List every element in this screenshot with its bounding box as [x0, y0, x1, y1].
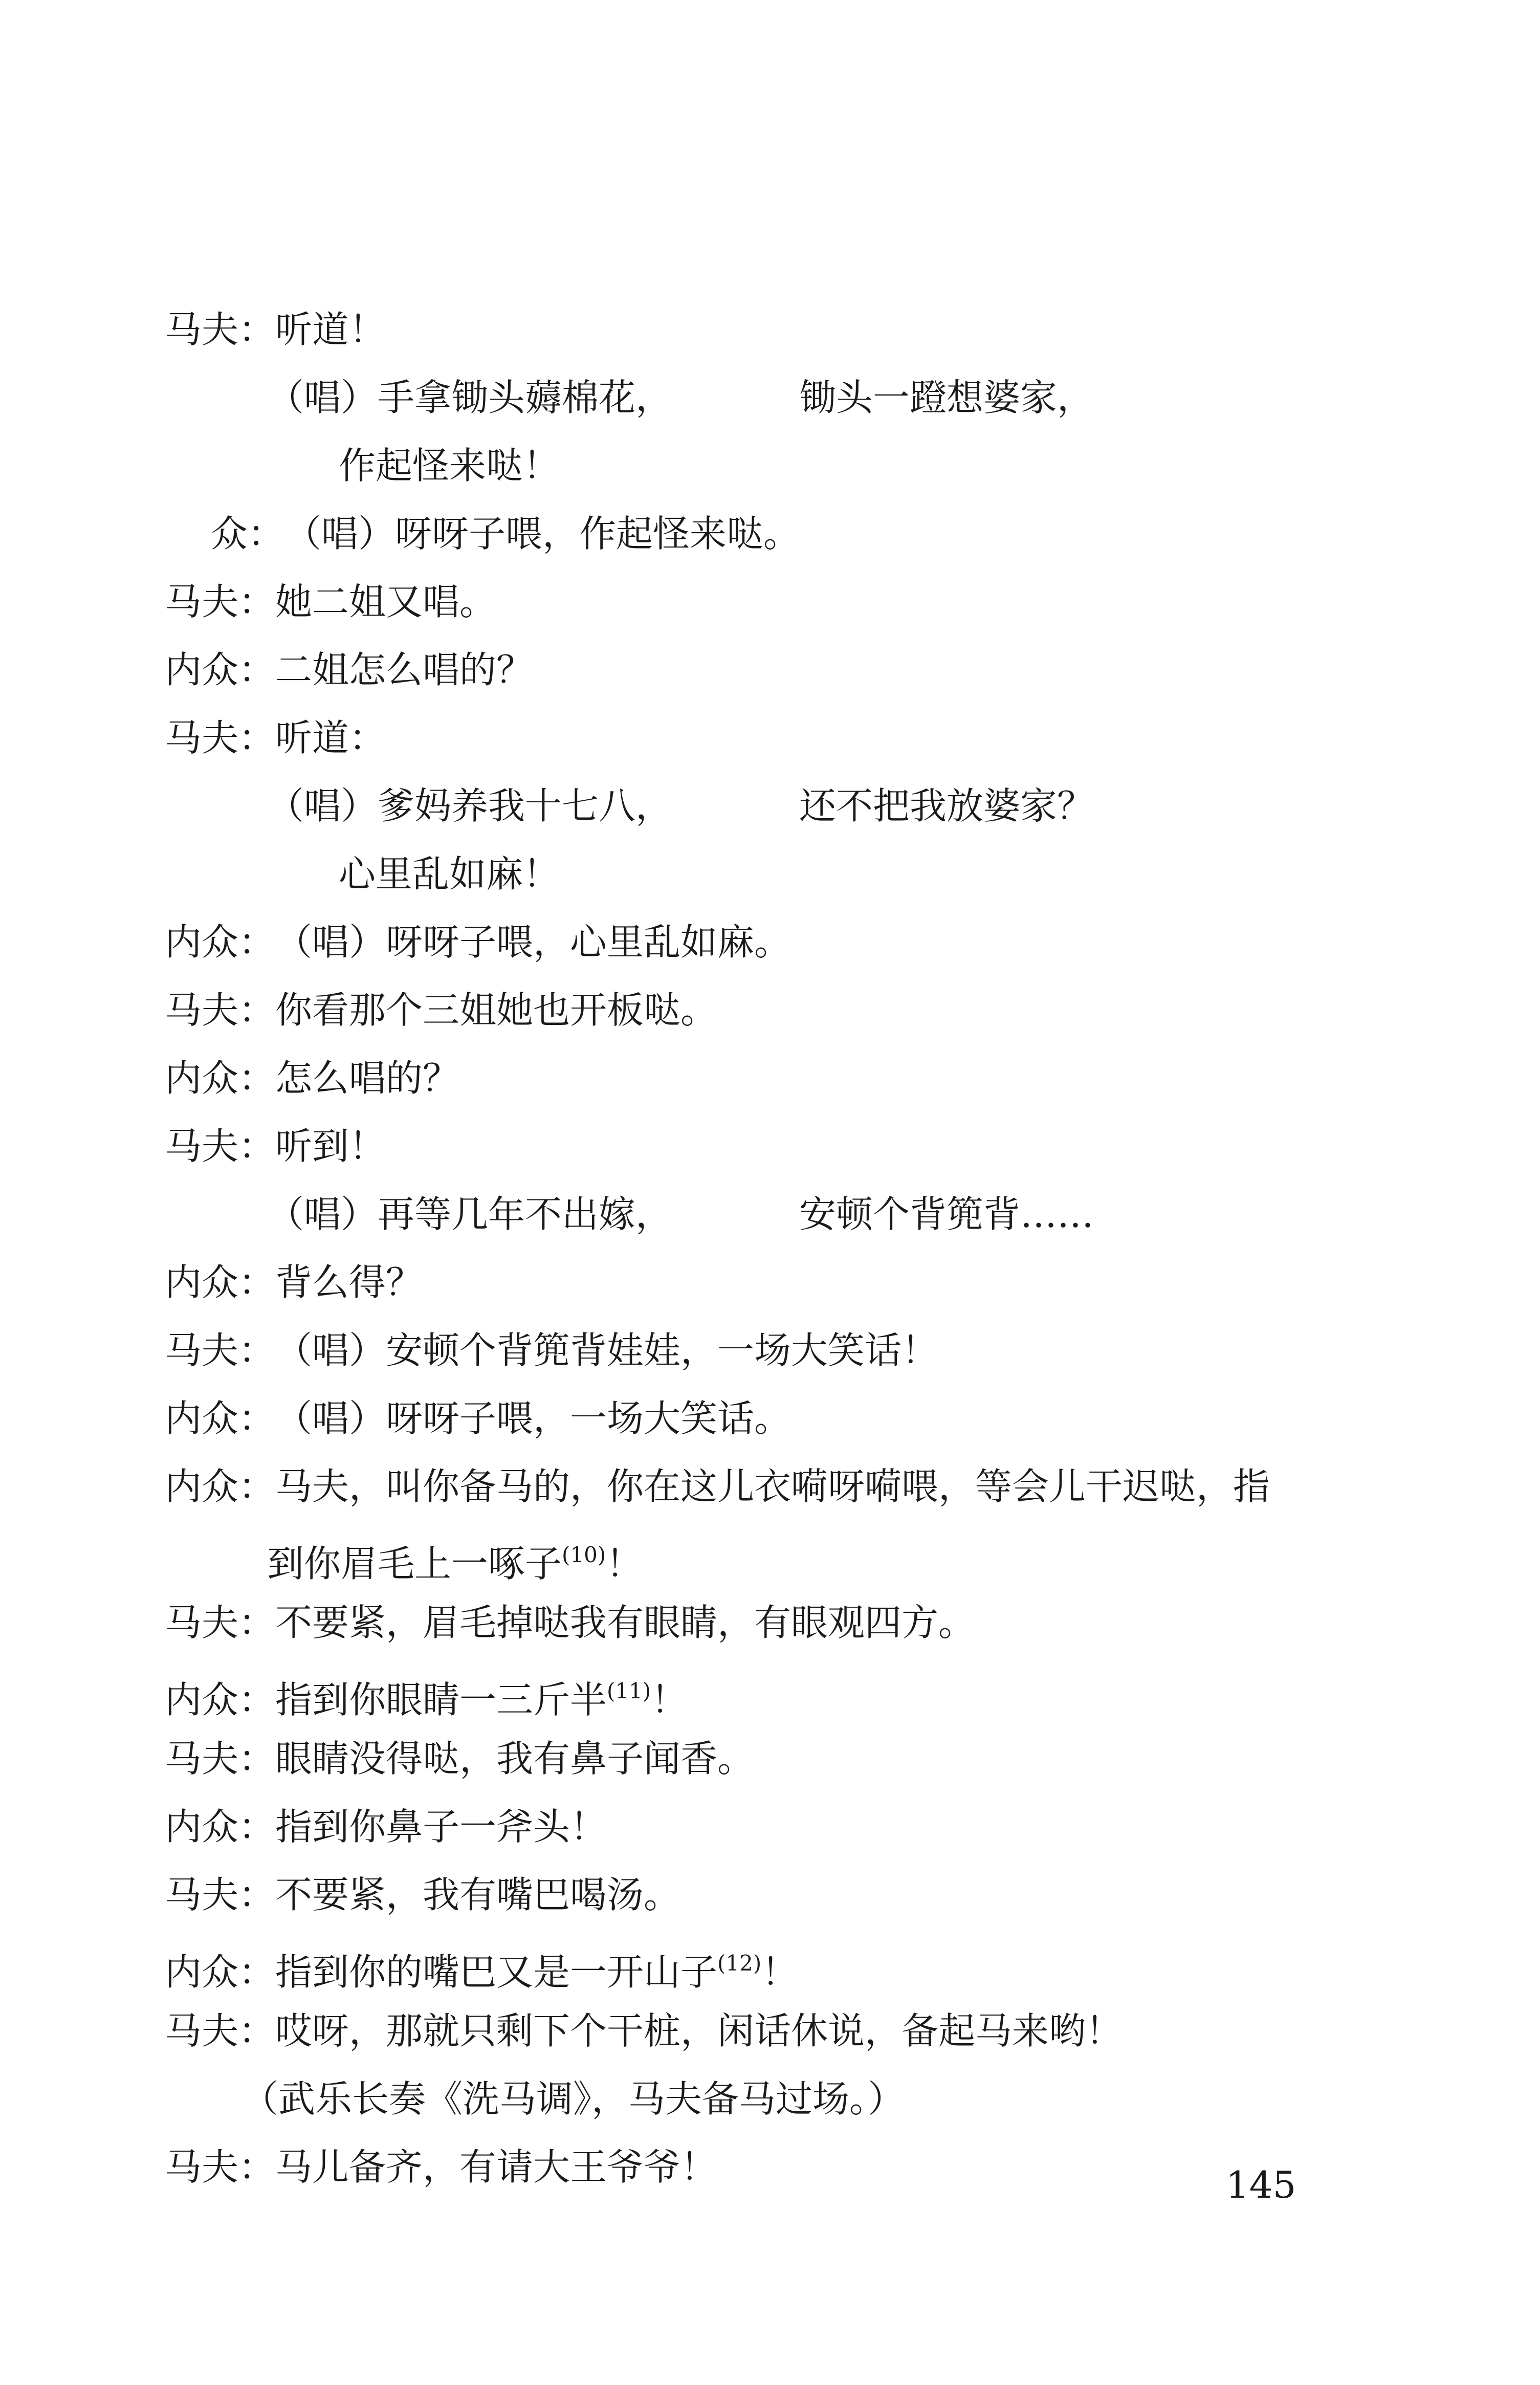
- sung-couplet: [165, 772, 1393, 840]
- footnote-marker: (11): [607, 1678, 651, 1703]
- speaker: 内众: [165, 1465, 239, 1508]
- dialogue-line: 内众：怎么唱的？: [165, 1057, 460, 1100]
- speech: 马儿备齐，有请大王爷爷！: [275, 2146, 718, 2189]
- speaker: 马夫: [165, 1737, 239, 1780]
- speech: 指到你的嘴巴又是一开山子: [275, 1951, 718, 1994]
- sung-verse-second: 还不把我放婆家？: [799, 784, 1094, 827]
- speech: （唱）安顿个背篼背娃娃，一场大笑话！: [275, 1329, 939, 1372]
- speech: 听到！: [275, 1125, 386, 1168]
- dialogue-line: 内众：（唱）呀呀子喂，心里乱如麻。: [165, 921, 791, 964]
- dialogue-line: 马夫：不要紧，眉毛掉哒我有眼睛，有眼观四方。: [165, 1601, 976, 1644]
- dialogue-line: 马夫：眼睛没得哒，我有鼻子闻香。: [165, 1737, 755, 1780]
- speech: 马夫，叫你备马的，你在这儿衣嗬呀嗬喂，等会儿干迟哒，指: [275, 1465, 1270, 1508]
- speaker: 马夫: [165, 308, 239, 351]
- speaker: 马夫: [165, 2009, 239, 2052]
- dialogue-line: 马夫：听道：: [165, 716, 386, 759]
- speech: （唱）呀呀子喂，作起怪来哒。: [284, 512, 801, 555]
- speaker: 内众: [165, 648, 239, 691]
- dialogue-line: 内众：二姐怎么唱的？: [165, 648, 534, 691]
- dialogue-line: 马夫：（唱）安顿个背篼背娃娃，一场大笑话！: [165, 1329, 939, 1372]
- script-text: [165, 296, 1393, 2201]
- dialogue-line: 内众：指到你鼻子一斧头！: [165, 1805, 607, 1848]
- dialogue-line: 内众：指到你的嘴巴又是一开山子$^{(12)}$！: [165, 1951, 799, 1994]
- speech: 指到你鼻子一斧头！: [275, 1805, 607, 1848]
- dialogue-line: 内众：马夫，叫你备马的，你在这儿衣嗬呀嗬喂，等会儿干迟哒，指: [165, 1465, 1270, 1508]
- speaker: 内众: [165, 1951, 239, 1994]
- dialogue-line: 马夫：你看那个三姐她也开板哒。: [165, 989, 718, 1032]
- speaker: 内众: [165, 1397, 239, 1440]
- sung-couplet: [165, 1180, 1393, 1249]
- speech: 不要紧，眉毛掉哒我有眼睛，有眼观四方。: [275, 1601, 976, 1644]
- speaker: 内众: [165, 1805, 239, 1848]
- speech: 听道：: [275, 716, 386, 759]
- dialogue-line: 马夫：不要紧，我有嘴巴喝汤。: [165, 1873, 681, 1916]
- dialogue-line: 马夫：听道！: [165, 308, 386, 351]
- speech: 指到你眼睛一三斤半: [275, 1678, 607, 1721]
- speech: 背么得？: [275, 1261, 423, 1304]
- speaker: 马夫: [165, 1601, 239, 1644]
- dialogue-line: 内众：背么得？: [165, 1261, 423, 1304]
- dialogue-line: 内众：指到你眼睛一三斤半$^{(11)}$！: [165, 1678, 688, 1721]
- speaker: 内众: [165, 1678, 239, 1721]
- sung-verse-first: （唱）手拿锄头薅棉花，: [267, 376, 673, 419]
- dialogue-line: 众：（唱）呀呀子喂，作起怪来哒。: [211, 512, 801, 555]
- footnote-marker: (12): [717, 1951, 762, 1976]
- speaker: 马夫: [165, 580, 239, 623]
- sung-verse-first: （唱）再等几年不出嫁，: [267, 1193, 673, 1236]
- dialogue-line: 马夫：哎呀，那就只剩下个干桩，闲话休说，备起马来哟！: [165, 2009, 1123, 2052]
- speaker: 马夫: [165, 1329, 239, 1372]
- page-number: 145: [1226, 2163, 1296, 2206]
- speech: 听道！: [275, 308, 386, 351]
- speaker: 内众: [165, 1057, 239, 1100]
- speech: 哎呀，那就只剩下个干桩，闲话休说，备起马来哟！: [275, 2009, 1123, 2052]
- speaker: 马夫: [165, 716, 239, 759]
- sung-refrain: 心里乱如麻！: [339, 852, 560, 895]
- sung-refrain: 作起怪来哒！: [339, 444, 560, 487]
- speaker: 内众: [165, 1261, 239, 1304]
- speaker: 内众: [165, 921, 239, 964]
- speaker: 马夫: [165, 1125, 239, 1168]
- speaker: 马夫: [165, 1873, 239, 1916]
- dialogue-line: 马夫：听到！: [165, 1125, 386, 1168]
- speaker: 马夫: [165, 989, 239, 1032]
- sung-couplet: [165, 364, 1393, 432]
- speech: 你看那个三姐她也开板哒。: [275, 989, 718, 1032]
- speech: （唱）呀呀子喂，一场大笑话。: [275, 1397, 791, 1440]
- speaker: 马夫: [165, 2146, 239, 2189]
- dialogue-line: 马夫：她二姐又唱。: [165, 580, 497, 623]
- speech: 怎么唱的？: [275, 1057, 460, 1100]
- dialogue-line: 内众：（唱）呀呀子喂，一场大笑话。: [165, 1397, 791, 1440]
- sung-verse-first: （唱）爹妈养我十七八，: [267, 784, 673, 827]
- dialogue-continuation: 到你眉毛上一啄子$^{(10)}$！: [267, 1542, 643, 1585]
- sung-verse-second: 安顿个背篼背……: [799, 1193, 1094, 1236]
- sung-verse-second: 锄头一蹬想婆家，: [799, 376, 1094, 419]
- speech: （唱）呀呀子喂，心里乱如麻。: [275, 921, 791, 964]
- speech: 她二姐又唱。: [275, 580, 497, 623]
- dialogue-line: 马夫：马儿备齐，有请大王爷爷！: [165, 2146, 718, 2189]
- speech: 眼睛没得哒，我有鼻子闻香。: [275, 1737, 755, 1780]
- footnote-marker: (10): [562, 1542, 606, 1567]
- stage-direction: （武乐长奏《洗马调》，马夫备马过场。）: [241, 2077, 905, 2120]
- speech: 不要紧，我有嘴巴喝汤。: [275, 1873, 681, 1916]
- speech: 二姐怎么唱的？: [275, 648, 534, 691]
- speaker: 众: [211, 512, 248, 555]
